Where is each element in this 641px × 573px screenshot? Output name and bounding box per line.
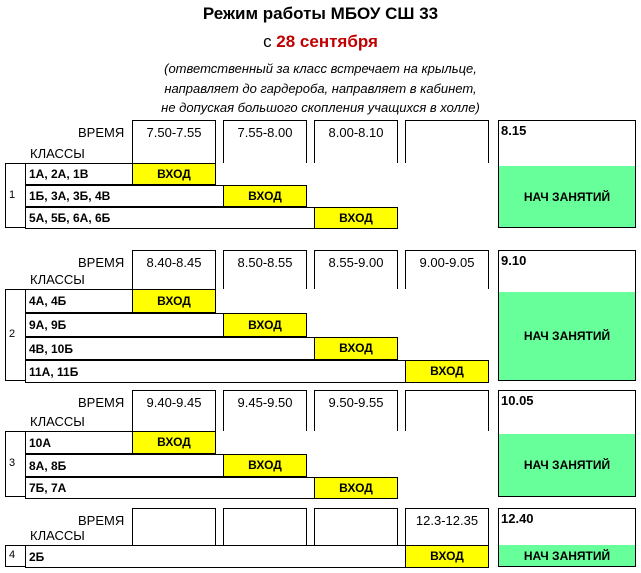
class-row: 4В, 10Б [25,337,398,360]
lessons-start-label: НАЧ ЗАНЯТИЙ [499,545,635,566]
entry-badge: ВХОД [405,360,489,383]
lessons-start-label: НАЧ ЗАНЯТИЙ [499,292,635,380]
note-line: (ответственный за класс встречает на крыльце, [164,61,477,76]
time-slot: 8.40-8.45 [146,255,202,270]
classes-label: КЛАССЫ [30,528,85,543]
class-row: 8А, 8Б [25,454,307,477]
block-number: 3 [9,457,16,469]
class-row: 7Б, 7А [25,477,398,499]
lessons-start-time: 8.15 [501,123,527,138]
time-slot: 8.55-9.00 [328,255,384,270]
class-row: 9А, 9Б [25,313,307,337]
time-slot: 9.45-9.50 [237,395,293,410]
lessons-start-time: 12.40 [501,511,534,526]
lessons-start-time: 9.10 [501,253,527,268]
entry-badge: ВХОД [314,207,398,229]
note-line: не допуская большого скопления учащихся в холле) [161,100,480,115]
time-label: ВРЕМЯ [78,395,125,410]
time-label: ВРЕМЯ [78,255,125,270]
entry-badge: ВХОД [223,454,307,477]
page-title: Режим работы МБОУ СШ 33 [202,4,439,23]
time-slot: 8.50-8.55 [237,255,293,270]
class-row: 1Б, 3А, 3Б, 4В [25,185,307,207]
block-number: 2 [9,328,16,340]
time-slot: 12.3-12.35 [415,513,479,528]
class-row: 2Б [25,545,489,568]
time-column [223,508,307,545]
since-date: 28 сентября [276,32,378,51]
entry-badge: ВХОД [314,477,398,499]
entry-badge: ВХОД [223,313,307,337]
entry-badge: ВХОД [132,431,216,454]
entry-badge: ВХОД [223,185,307,207]
class-row: 1А, 2А, 1В [25,163,216,185]
class-row: 4А, 4Б [25,289,216,313]
lessons-start-label: НАЧ ЗАНЯТИЙ [499,166,635,227]
classes-label: КЛАССЫ [30,272,85,287]
time-slot: 9.40-9.45 [146,395,202,410]
entry-badge: ВХОД [405,545,489,568]
block-number: 1 [9,189,16,201]
time-column [314,508,398,545]
entry-badge: ВХОД [132,289,216,313]
block-number: 4 [9,549,16,561]
time-slot: 9.50-9.55 [328,395,384,410]
time-label: ВРЕМЯ [78,125,125,140]
time-column [132,508,216,545]
class-row: 5А, 5Б, 6А, 6Б [25,207,398,229]
time-slot: 7.50-7.55 [146,125,202,140]
lessons-start-label: НАЧ ЗАНЯТИЙ [499,434,635,496]
time-slot: 7.55-8.00 [237,125,293,140]
entry-badge: ВХОД [132,163,216,185]
time-slot: 8.00-8.10 [328,125,384,140]
entry-badge: ВХОД [314,337,398,360]
page-subtitle [0,32,641,52]
since-prefix: с [263,32,272,51]
lessons-start-time: 10.05 [501,393,534,408]
time-column [405,390,489,431]
classes-label: КЛАССЫ [30,414,85,429]
time-slot: 9.00-9.05 [419,255,475,270]
note-line: направляет до гардероба, направляет в кабинет, [164,81,477,96]
classes-label: КЛАССЫ [30,146,85,161]
class-row: 11А, 11Б [25,360,489,383]
class-row: 10А [25,431,216,454]
time-label: ВРЕМЯ [78,513,125,528]
time-column [405,120,489,163]
